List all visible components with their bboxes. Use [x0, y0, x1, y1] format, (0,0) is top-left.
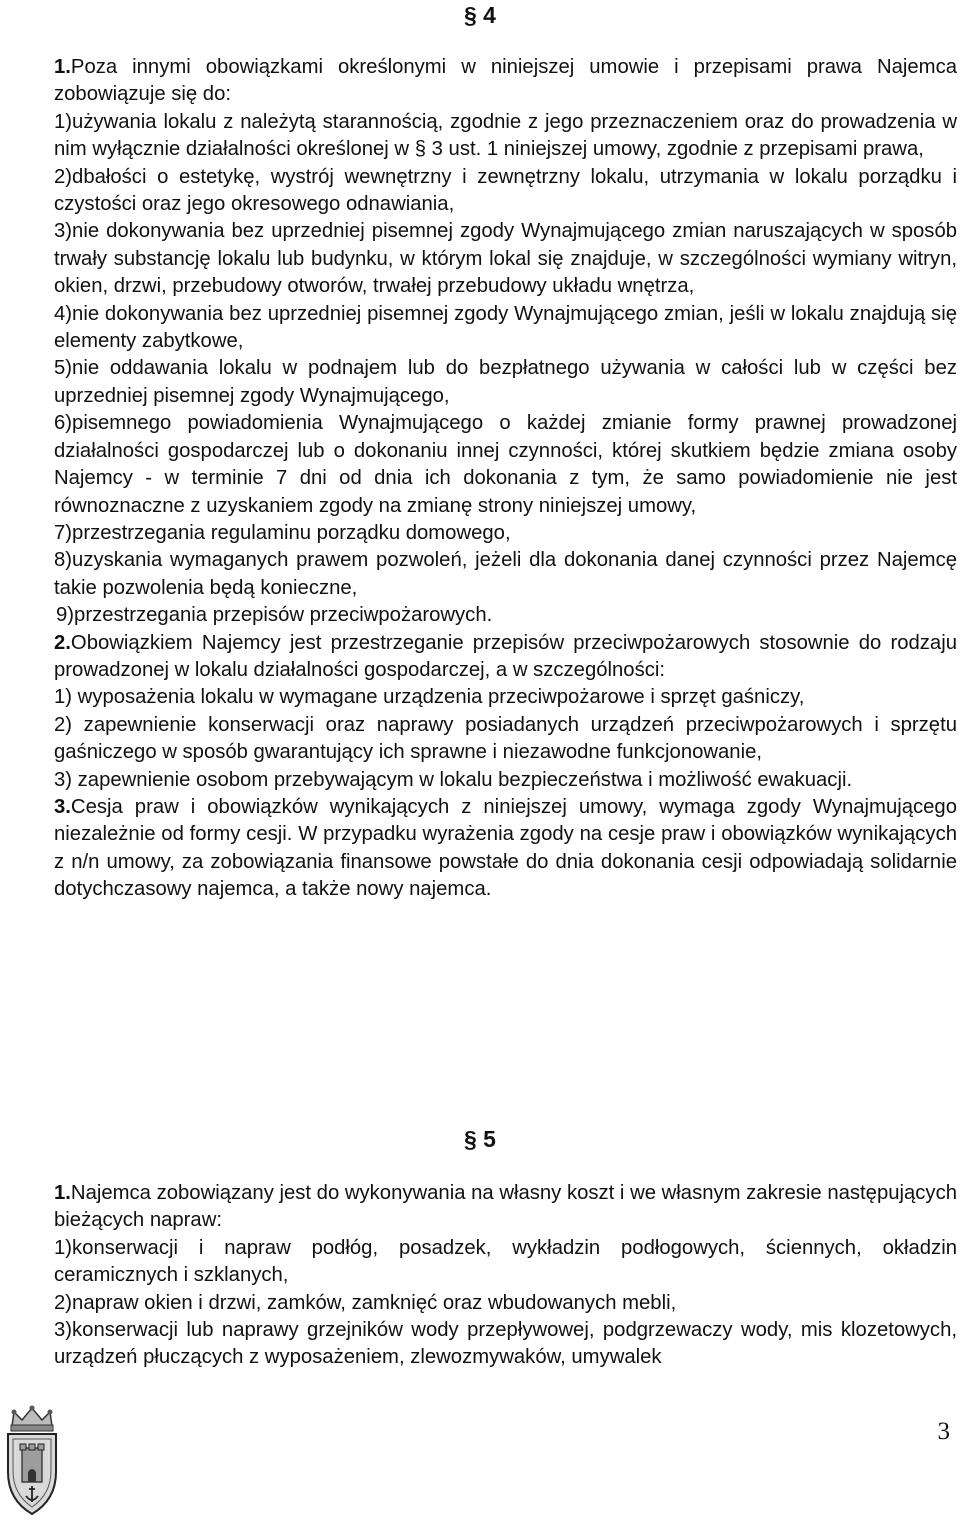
list-item: 4)nie dokonywania bez uprzedniej pisemnej zgody Wynajmującego zmian, jeśli w lokalu znajdują się elementy zabytkowe,	[54, 302, 957, 353]
list-item: 5)nie oddawania lokalu w podnajem lub do bezpłatnego używania w całości lub w części bez uprzedniej pisemnej zgody Wynajmującego,	[54, 357, 957, 407]
list-item: 2)napraw okien i drzwi, zamków, zamknięć oraz wbudowanych mebli,	[54, 1291, 677, 1314]
list-item: 3)nie dokonywania bez uprzedniej pisemnej zgody Wynajmującego zmian naruszających w sposób trwały substancję lokalu lub budynku, w którym lokal się znajduje, w szczególności wymiany witryn, okien, drzwi, przebudowy otworów, trwałej przebudowy układu wnętrza,	[54, 220, 957, 298]
list-item: 9)przestrzegania przepisów przeciwpożarowych.	[56, 604, 493, 627]
list-item: 1)konserwacji i napraw podłóg, posadzek, wykładzin podłogowych, ściennych, okładzin ceramicznych i szklanych,	[54, 1236, 957, 1287]
list-item: 3)konserwacji lub naprawy grzejników wody przepływowej, podgrzewaczy wody, mis klozetowych, urządzeń płuczących z wyposażeniem, zlewozmywaków, umywalek	[54, 1319, 957, 1369]
list-item: 2) zapewnienie konserwacji oraz naprawy posiadanych urządzeń przeciwpożarowych i sprzętu gaśniczego w sposób gwarantujący ich sprawne i niezawodne funkcjonowanie,	[54, 713, 957, 764]
section-4-body	[54, 54, 957, 904]
list-item: 8)uzyskania wymaganych prawem pozwoleń, jeżeli dla dokonania danej czynności przez Najemcę takie pozwolenia będą konieczne,	[54, 549, 957, 599]
section-4-para-2-intro: 2.Obowiązkiem Najemcy jest przestrzeganie przepisów przeciwpożarowych stosownie do rodzaju prowadzonej w lokalu działalności gospodarczej, a w szczególności:	[54, 631, 957, 681]
city-coat-of-arms-icon	[2, 1404, 62, 1518]
section-5-body	[54, 1180, 957, 1372]
section-4-heading: § 4	[464, 2, 496, 28]
list-item: 2)dbałości o estetykę, wystrój wewnętrzny i zewnętrzny lokalu, utrzymania w lokalu porządku i czystości oraz jego okresowego odnawiania,	[54, 165, 957, 216]
section-5-para-1-intro: 1.Najemca zobowiązany jest do wykonywania na własny koszt i we własnym zakresie następujących bieżących napraw:	[54, 1182, 957, 1232]
list-item: 7)przestrzegania regulaminu porządku domowego,	[54, 521, 511, 544]
list-item: 1) wyposażenia lokalu w wymagane urządzenia przeciwpożarowe i sprzęt gaśniczy,	[54, 686, 805, 709]
section-4-para-3: 3.Cesja praw i obowiązków wynikających z niniejszej umowy, wymaga zgody Wynajmującego niezależnie od formy cesji. W przypadku wyrażenia zgody na cesje praw i obowiązków wynikających z n/n umowy, za zobowiązania finansowe powstałe do dnia dokonania cesji odpowiadają solidarnie dotychczasowy najemca, a także nowy najemca.	[54, 795, 957, 901]
list-item: 3) zapewnienie osobom przebywającym w lokalu bezpieczeństwa i możliwość ewakuacji.	[54, 768, 853, 791]
page-number: 3	[937, 1418, 950, 1445]
section-4-para-1-intro: 1.Poza innymi obowiązkami określonymi w niniejszej umowie i przepisami prawa Najemca zobowiązuje się do:	[54, 56, 957, 106]
list-item: 1)używania lokalu z należytą starannością, zgodnie z jego przeznaczeniem oraz do prowadzenia w nim wyłącznie działalności określonej w § 3 ust. 1 niniejszej umowy, zgodnie z przepisami prawa,	[54, 110, 957, 161]
section-5-heading: § 5	[464, 1126, 496, 1152]
list-item: 6)pisemnego powiadomienia Wynajmującego o każdej zmianie formy prawnej prowadzonej działalności gospodarczej lub o dokonaniu innej czynności, której skutkiem będzie zmiana osoby Najemcy - w terminie 7 dni od dnia ich dokonania z tym, że samo powiadomienie nie jest równoznaczne z uzyskaniem zgody na zmianę strony niniejszej umowy,	[54, 412, 957, 517]
